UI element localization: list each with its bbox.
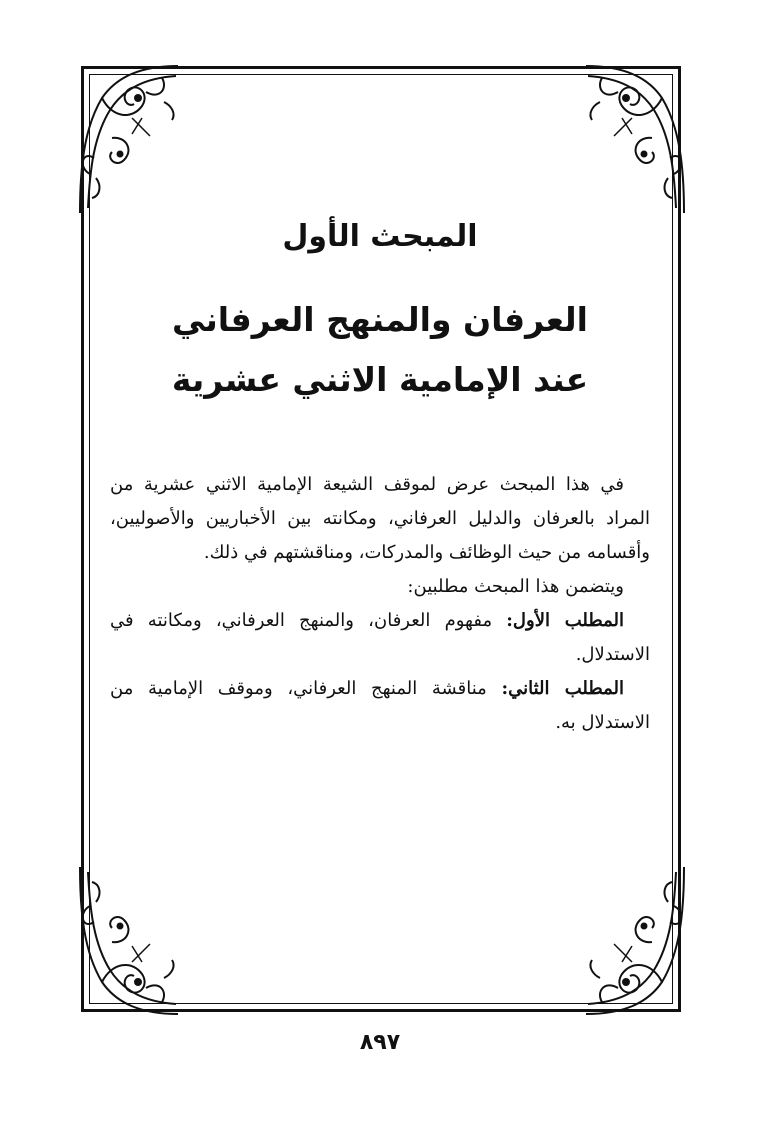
main-title-line-1: العرفان والمنهج العرفاني xyxy=(171,300,588,339)
section-item-1-text: مفهوم العرفان، والمنهج العرفاني، ومكانته في الاستدلال. xyxy=(110,610,650,665)
floral-corner-top-right-icon xyxy=(580,58,692,218)
section-item-1 xyxy=(110,604,650,672)
section-item-2-text: مناقشة المنهج العرفاني، وموقف الإمامية من الاستدلال به. xyxy=(110,678,650,733)
main-title-line-2: عند الإمامية الاثني عشرية xyxy=(171,360,589,399)
body-text xyxy=(110,468,650,740)
section-title: المبحث الأول xyxy=(282,219,478,254)
contains-line: ويتضمن هذا المبحث مطلبين: xyxy=(407,576,624,597)
section-item-2-lead: المطلب الثاني: xyxy=(501,678,624,699)
main-title xyxy=(110,290,650,410)
floral-corner-bottom-right-icon xyxy=(580,862,692,1022)
intro-paragraph: في هذا المبحث عرض لموقف الشيعة الإمامية الاثني عشرية من المراد بالعرفان والدليل العرفاني، ومكانته بين الأخباريين والأصوليين، وأقسامه من حيث الوظائف والمدركات، ومناقشتهم في ذلك. xyxy=(110,474,650,563)
page-number: ٨٩٧ xyxy=(359,1030,401,1055)
section-item-1-lead: المطلب الأول: xyxy=(506,610,624,631)
section-item-2 xyxy=(110,672,650,740)
floral-corner-top-left-icon xyxy=(72,58,184,218)
floral-corner-bottom-left-icon xyxy=(72,862,184,1022)
heading-block xyxy=(110,200,650,410)
